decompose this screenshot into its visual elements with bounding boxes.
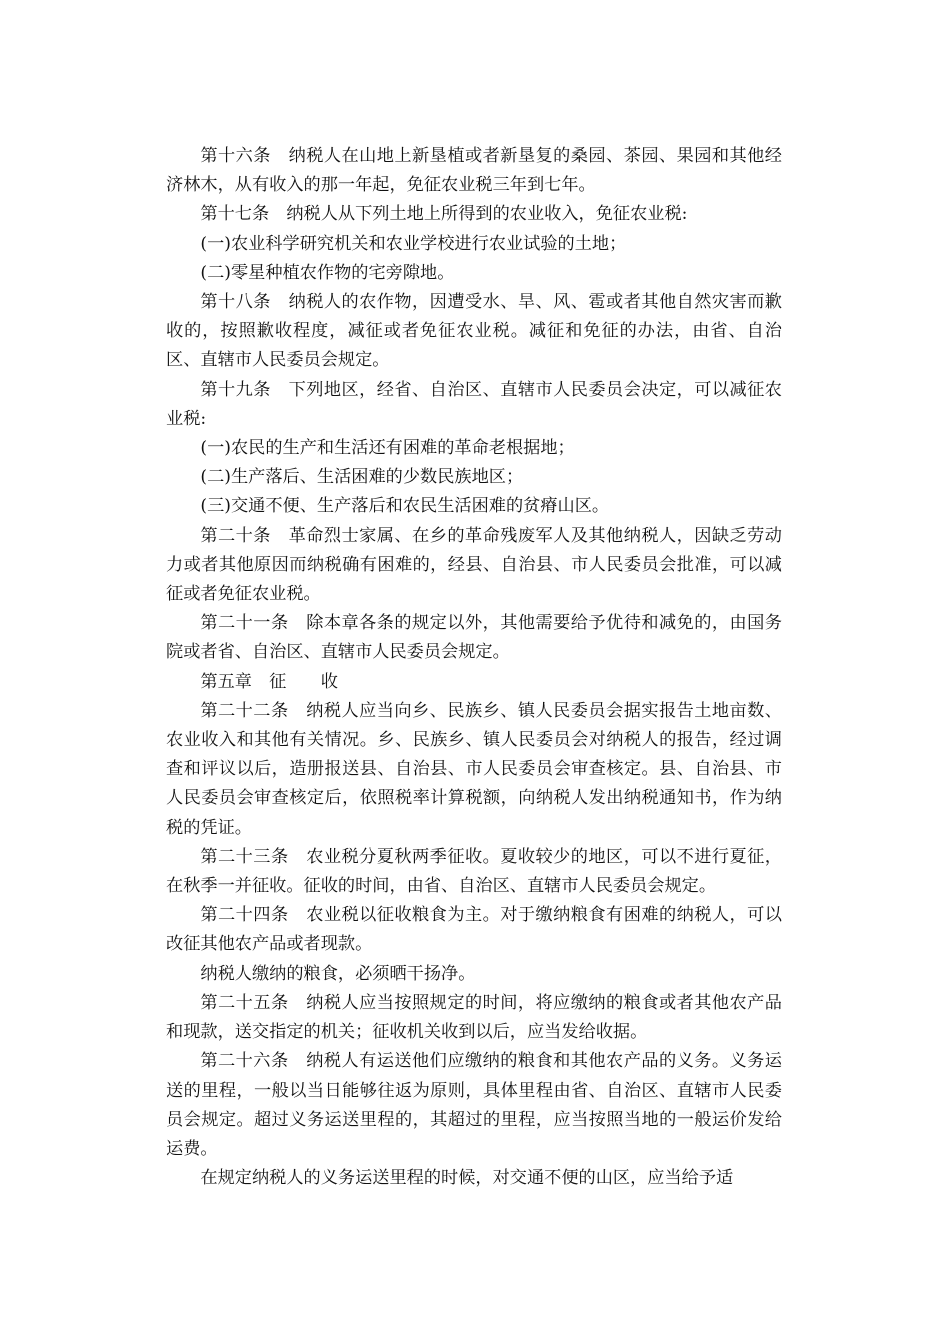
article-17-item-2: (二)零星种植农作物的宅旁隙地。 (200, 262, 455, 283)
article-20-paragraph: 第二十条 革命烈士家属、在乡的革命残废军人及其他纳税人，因缺乏劳动力或者其他原因而纳税确有困难的，经县、自治县、市人民委员会批准，可以减征或者免征农业税。 (166, 525, 782, 605)
article-19-item-3: (三)交通不便、生产落后和农民生活困难的贫瘠山区。 (200, 496, 610, 517)
article-19-item-1: (一)农民的生产和生活还有困难的革命老根据地； (200, 438, 575, 459)
article-24-paragraph: 第二十四条 农业税以征收粮食为主。对于缴纳粮食有困难的纳税人，可以改征其他农产品或者现款。 (166, 905, 782, 955)
article-26-note-paragraph: 在规定纳税人的义务运送里程的时候，对交通不便的山区，应当给予适 (200, 1168, 734, 1189)
article-26-paragraph: 第二十六条 纳税人有运送他们应缴纳的粮食和其他农产品的义务。义务运送的里程，一般以当日能够往返为原则，具体里程由省、自治区、直辖市人民委员会规定。超过义务运送里程的，其超过的里程，应当按照当地的一般运价发给运费。 (166, 1051, 782, 1159)
chapter-5-heading: 第五章 征 收 (200, 671, 338, 692)
article-24-note-paragraph: 纳税人缴纳的粮食，必须晒干扬净。 (200, 963, 476, 984)
article-16-paragraph: 第十六条 纳税人在山地上新垦植或者新垦复的桑园、茶园、果园和其他经济林木，从有收入的那一年起，免征农业税三年到七年。 (166, 146, 782, 196)
article-17-paragraph: 第十七条 纳税人从下列土地上所得到的农业收入，免征农业税: (200, 204, 688, 225)
article-23-paragraph: 第二十三条 农业税分夏秋两季征收。夏收较少的地区，可以不进行夏征，在秋季一并征收。征收的时间，由省、自治区、直辖市人民委员会规定。 (166, 846, 782, 897)
article-25-paragraph: 第二十五条 纳税人应当按照规定的时间，将应缴纳的粮食或者其他农产品和现款，送交指定的机关；征收机关收到以后，应当发给收据。 (166, 992, 782, 1043)
article-22-paragraph: 第二十二条 纳税人应当向乡、民族乡、镇人民委员会据实报告土地亩数、农业收入和其他有关情况。乡、民族乡、镇人民委员会对纳税人的报告，经过调查和评议以后，造册报送县、自治县、市人民委员会审查核定。县、自治县、市人民委员会审查核定后，依照税率计算税额，向纳税人发出纳税通知书，作为纳税的凭证。 (166, 700, 782, 838)
article-18-paragraph: 第十八条 纳税人的农作物，因遭受水、旱、风、雹或者其他自然灾害而歉收的，按照歉收程度，减征或者免征农业税。减征和免征的办法，由省、自治区、直辖市人民委员会规定。 (166, 292, 782, 371)
article-19-item-2: (二)生产落后、生活困难的少数民族地区； (200, 467, 524, 488)
article-17-item-1: (一)农业科学研究机关和农业学校进行农业试验的土地； (200, 233, 627, 254)
document-page (166, 142, 782, 1193)
article-19-paragraph: 第十九条 下列地区，经省、自治区、直辖市人民委员会决定，可以减征农业税: (166, 379, 782, 429)
article-21-paragraph: 第二十一条 除本章各条的规定以外，其他需要给予优待和减免的，由国务院或者省、自治区、直辖市人民委员会规定。 (166, 613, 782, 663)
